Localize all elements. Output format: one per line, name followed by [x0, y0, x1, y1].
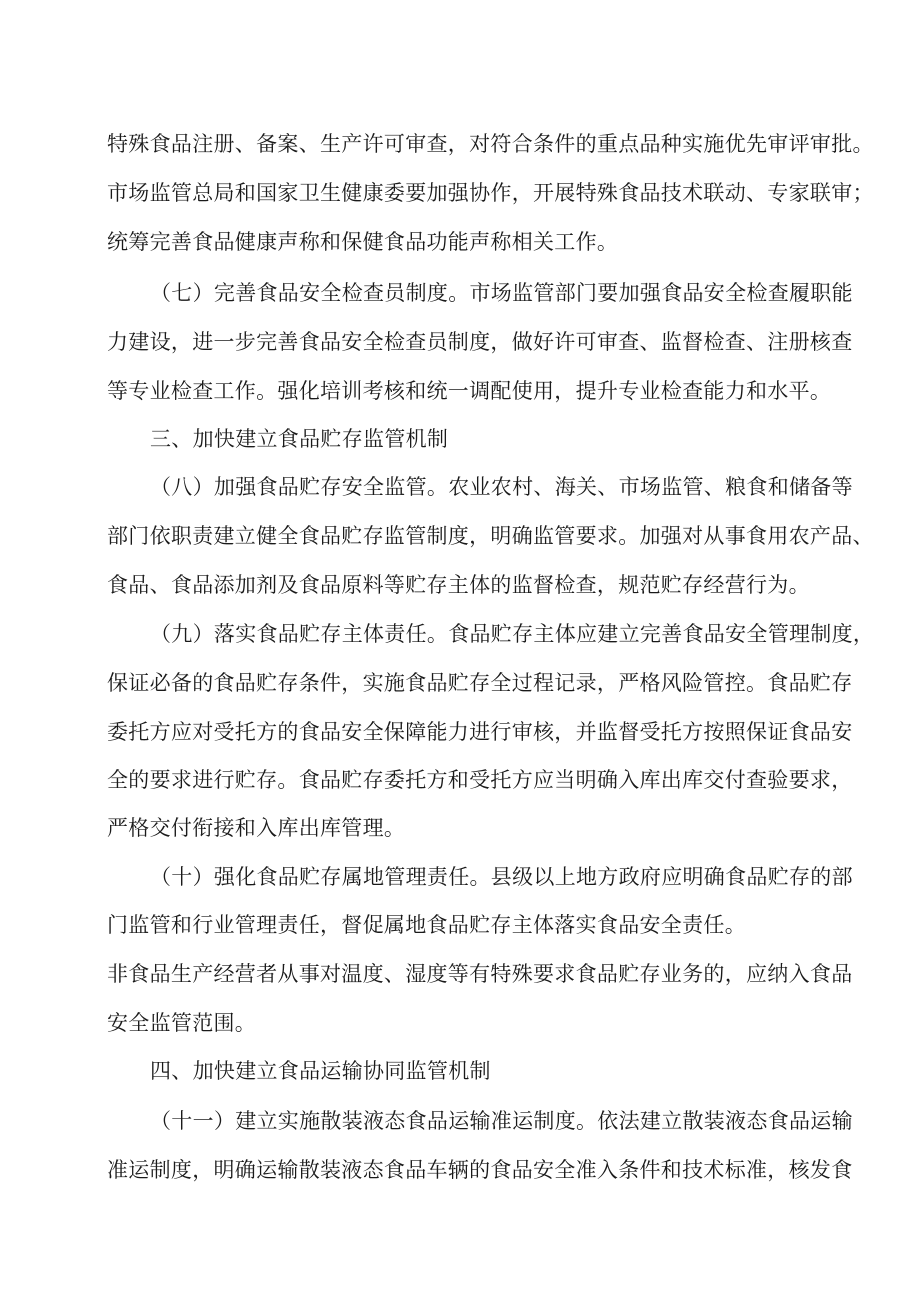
- text-line: 部门依职责建立健全食品贮存监管制度，明确监管要求。加强对从事食用农产品、: [107, 524, 874, 548]
- text-line: 特殊食品注册、备案、生产许可审查，对符合条件的重点品种实施优先审评审批。: [107, 132, 874, 156]
- paragraph-heading-10: （十）强化食品贮存属地管理责任。县级以上地方政府应明确食品贮存的部: [150, 865, 853, 889]
- text-line: 力建设，进一步完善食品安全检查员制度，做好许可审查、监督检查、注册核查: [107, 330, 853, 354]
- text-line: 委托方应对受托方的食品安全保障能力进行审核，并监督受托方按照保证食品安: [107, 720, 853, 744]
- text-line: 统筹完善食品健康声称和保健食品功能声称相关工作。: [107, 230, 619, 254]
- text-line: 严格交付衔接和入库出库管理。: [107, 816, 406, 840]
- paragraph-heading-8: （八）加强食品贮存安全监管。农业农村、海关、市场监管、粮食和储备等: [150, 475, 853, 499]
- text-line: 非食品生产经营者从事对温度、湿度等有特殊要求食品贮存业务的，应纳入食品: [107, 962, 853, 986]
- text-line: 食品、食品添加剂及食品原料等贮存主体的监督检查，规范贮存经营行为。: [107, 573, 810, 597]
- text-line: 等专业检查工作。强化培训考核和统一调配使用，提升专业检查能力和水平。: [107, 379, 832, 403]
- paragraph-heading-9: （九）落实食品贮存主体责任。食品贮存主体应建立完善食品安全管理制度，: [150, 622, 875, 646]
- text-line: 保证必备的食品贮存条件，实施食品贮存全过程记录，严格风险管控。食品贮存: [107, 671, 853, 695]
- text-line: 市场监管总局和国家卫生健康委要加强协作，开展特殊食品技术联动、专家联审；: [107, 181, 874, 205]
- section-heading-3: 三、加快建立食品贮存监管机制: [150, 427, 449, 451]
- text-line: 门监管和行业管理责任，督促属地食品贮存主体落实食品安全责任。: [107, 913, 746, 937]
- text-line: 准运制度，明确运输散装液态食品车辆的食品安全准入条件和技术标准，核发食: [107, 1158, 853, 1182]
- text-line: 安全监管范围。: [107, 1011, 257, 1035]
- text-line: 全的要求进行贮存。食品贮存委托方和受托方应当明确入库出库交付查验要求，: [107, 768, 853, 792]
- paragraph-heading-11: （十一）建立实施散装液态食品运输准运制度。依法建立散装液态食品运输: [150, 1109, 853, 1133]
- paragraph-heading-7: （七）完善食品安全检查员制度。市场监管部门要加强食品安全检查履职能: [150, 281, 853, 305]
- section-heading-4: 四、加快建立食品运输协同监管机制: [150, 1059, 491, 1083]
